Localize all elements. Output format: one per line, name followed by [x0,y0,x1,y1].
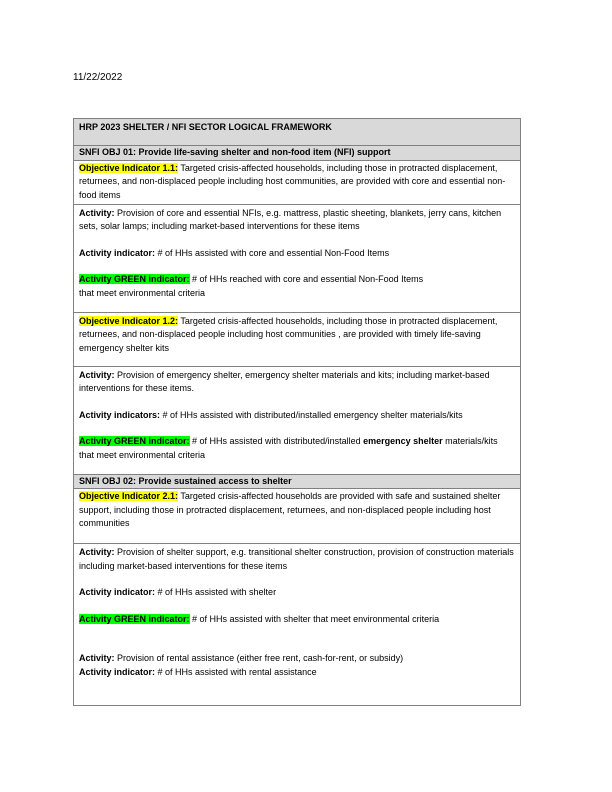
indicator-label: Objective Indicator 2.1: [79,491,179,501]
activity-3 [79,546,515,573]
table-title: HRP 2023 SHELTER / NFI SECTOR LOGICAL FRAMEWORK [74,119,520,146]
activity-indicator-label: Activity indicator: [79,587,156,597]
indicator-label: Objective Indicator 1.2: [79,315,179,326]
green-indicator-label: Activity GREEN indicator: [79,613,190,624]
activity-indicator-text: # of HHs assisted with distributed/installed emergency shelter materials/kits [160,409,463,420]
green-indicator-1-cont: that meet environmental criteria [79,287,206,298]
activity-indicator-text: # of HHs assisted with rental assistance [155,666,317,677]
green-indicator-1 [79,273,515,287]
activity-text: Provision of shelter support, e.g. transitional shelter construction, provision of construction materials including market-based interventions for these items [79,547,514,571]
objective-1-title: SNFI OBJ 01: Provide life-saving shelter and non-food item (NFI) support [74,146,520,161]
objective-indicator-2-1 [74,489,520,544]
activity-indicator-4 [79,666,515,680]
activity-text: Provision of rental assistance (either free rent, cash-for-rent, or subsidy) [114,653,404,663]
activity-2 [79,369,515,396]
activity-indicator-2 [79,409,515,423]
activity-label: Activity: [79,369,115,380]
activity-indicator-label: Activity indicators: [79,409,161,420]
activity-1 [79,207,515,234]
green-indicator-text-cont: materials/kits that meet environmental criteria [79,436,498,460]
green-indicator-text: # of HHs assisted with shelter that meet environmental criteria [189,613,440,624]
logframe-table [73,118,521,706]
activity-text: Provision of emergency shelter, emergency shelter materials and kits; including market-based interventions for these items. [79,369,490,393]
indicator-text: Targeted crisis-affected households are provided with safe and sustained shelter support, including those in protracted displacement, returnees, and non-displaced people including host communities [79,491,501,528]
green-indicator-label: Activity GREEN indicator: [79,274,190,284]
indicator-label: Objective Indicator 1.1: [79,162,179,173]
activity-block-2 [74,367,520,475]
activity-indicator-3 [79,586,515,600]
green-indicator-3 [79,613,515,627]
activity-label: Activity: [79,653,115,663]
activity-label: Activity: [79,547,115,557]
green-indicator-text: # of HHs reached with core and essential Non-Food Items [189,274,424,284]
objective-indicator-1-1 [74,161,520,205]
activity-indicator-label: Activity indicator: [79,666,156,677]
indicator-text: Targeted crisis-affected households, including those in protracted displacement, returnees, and non-displaced people including host communities, are provided with core and essential non-food items [79,162,506,200]
activity-indicator-label: Activity indicator: [79,247,156,258]
indicator-text: Targeted crisis-affected households, including those in protracted displacement, returnees, and non-displaced people including host communities , are provided with timely life-saving emergency shelter kits [79,315,498,353]
activity-indicator-1 [79,247,515,261]
activity-4 [79,652,515,666]
document-date: 11/22/2022 [73,72,123,83]
activity-indicator-text: # of HHs assisted with shelter [155,587,277,597]
activity-block-1 [74,205,520,313]
objective-2-title: SNFI OBJ 02: Provide sustained access to shelter [74,475,520,490]
activity-text: Provision of core and essential NFIs, e.g. mattress, plastic sheeting, blankets, jerry cans, kitchen sets, solar lamps; including market-based interventions for these items [79,207,502,231]
green-indicator-label: Activity GREEN indicator: [79,436,190,446]
activity-indicator-text: # of HHs assisted with core and essential Non-Food Items [155,247,390,258]
activity-block-3 [74,544,520,705]
activity-label: Activity: [79,207,115,218]
green-indicator-2 [79,435,515,462]
green-indicator-emphasis: emergency shelter [363,436,443,446]
objective-indicator-1-2 [74,313,520,367]
green-indicator-text: # of HHs assisted with distributed/installed [189,436,364,446]
